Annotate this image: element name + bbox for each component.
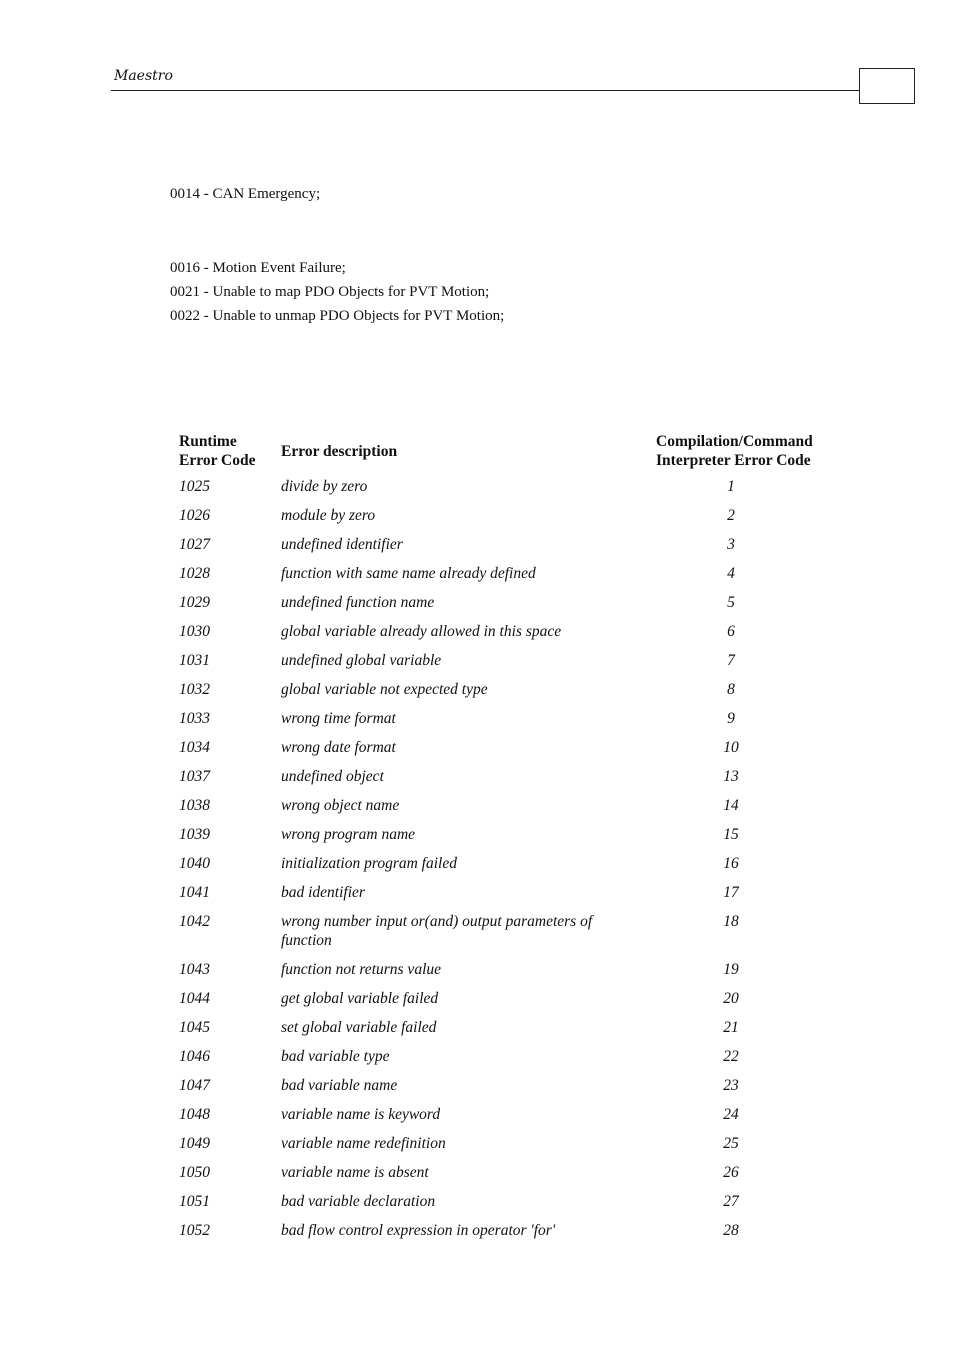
cell-description: wrong date format	[281, 739, 396, 756]
cell-description: bad variable declaration	[281, 1193, 436, 1210]
cell-runtime-code: 1039	[179, 826, 210, 843]
table-row	[179, 912, 859, 960]
cell-description: variable name redefinition	[281, 1135, 446, 1152]
cell-compilation-code: 15	[723, 826, 739, 843]
cell-compilation-code: 16	[723, 855, 739, 872]
cell-runtime-code: 1032	[179, 681, 210, 698]
cell-runtime-code: 1027	[179, 536, 210, 553]
cell-runtime-code: 1031	[179, 652, 210, 669]
table-body	[179, 477, 859, 1250]
cell-compilation-code: 17	[723, 884, 739, 901]
cell-runtime-code: 1042	[179, 913, 210, 930]
header-runtime-line1: Runtime	[179, 433, 237, 450]
cell-runtime-code: 1052	[179, 1222, 210, 1239]
cell-description: wrong object name	[281, 797, 400, 814]
cell-runtime-code: 1043	[179, 961, 210, 978]
table-row	[179, 989, 859, 1018]
table-row	[179, 651, 859, 680]
table-row	[179, 1018, 859, 1047]
cell-runtime-code: 1040	[179, 855, 210, 872]
cell-runtime-code: 1030	[179, 623, 210, 640]
cell-description: bad variable name	[281, 1077, 398, 1094]
cell-compilation-code: 3	[727, 536, 735, 553]
cell-description: initialization program failed	[281, 855, 457, 872]
header-runtime-line2: Error Code	[179, 452, 256, 469]
cell-description: divide by zero	[281, 478, 368, 495]
cell-description: undefined identifier	[281, 536, 403, 553]
cell-description: global variable already allowed in this space	[281, 623, 562, 640]
table-row	[179, 1163, 859, 1192]
cell-runtime-code: 1034	[179, 739, 210, 756]
cell-runtime-code: 1051	[179, 1193, 210, 1210]
table-row	[179, 767, 859, 796]
table-row	[179, 1134, 859, 1163]
cell-runtime-code: 1038	[179, 797, 210, 814]
cell-compilation-code: 21	[723, 1019, 739, 1036]
error-code-table	[179, 430, 859, 1250]
cell-compilation-code: 5	[727, 594, 735, 611]
table-row	[179, 477, 859, 506]
header-rule	[111, 90, 859, 91]
table-row	[179, 506, 859, 535]
header-comp-line1: Compilation/Command	[656, 433, 813, 450]
cell-compilation-code: 20	[723, 990, 739, 1007]
cell-runtime-code: 1029	[179, 594, 210, 611]
cell-runtime-code: 1044	[179, 990, 210, 1007]
table-row	[179, 593, 859, 622]
cell-compilation-code: 14	[723, 797, 739, 814]
table-row	[179, 960, 859, 989]
table-row	[179, 825, 859, 854]
cell-description: function with same name already defined	[281, 565, 536, 582]
running-header-title: Maestro	[114, 68, 173, 84]
cell-runtime-code: 1050	[179, 1164, 210, 1181]
cell-description: set global variable failed	[281, 1019, 437, 1036]
cell-compilation-code: 7	[727, 652, 735, 669]
cell-compilation-code: 26	[723, 1164, 739, 1181]
cell-runtime-code: 1049	[179, 1135, 210, 1152]
cell-runtime-code: 1046	[179, 1048, 210, 1065]
cell-compilation-code: 25	[723, 1135, 739, 1152]
error-code-line: 0016 - Motion Event Failure;	[170, 260, 346, 276]
page-number-box	[859, 68, 915, 104]
table-row	[179, 796, 859, 825]
table-row	[179, 1192, 859, 1221]
table-header	[179, 430, 859, 472]
cell-runtime-code: 1033	[179, 710, 210, 727]
error-code-line: 0014 - CAN Emergency;	[170, 186, 321, 202]
cell-runtime-code: 1037	[179, 768, 210, 785]
cell-runtime-code: 1047	[179, 1077, 210, 1094]
error-code-line: 0021 - Unable to map PDO Objects for PVT Motion;	[170, 284, 490, 300]
header-compilation-error-code	[656, 432, 856, 470]
cell-compilation-code: 4	[727, 565, 735, 582]
cell-description: get global variable failed	[281, 990, 439, 1007]
table-row	[179, 854, 859, 883]
header-runtime-error-code	[179, 432, 281, 470]
table-row	[179, 883, 859, 912]
cell-compilation-code: 6	[727, 623, 735, 640]
table-row	[179, 1221, 859, 1250]
table-row	[179, 535, 859, 564]
header-comp-line2: Interpreter Error Code	[656, 452, 811, 469]
header-error-description: Error description	[281, 442, 398, 460]
cell-runtime-code: 1028	[179, 565, 210, 582]
cell-runtime-code: 1026	[179, 507, 210, 524]
table-row	[179, 1105, 859, 1134]
table-row	[179, 622, 859, 651]
cell-compilation-code: 1	[727, 478, 735, 495]
error-code-list-a	[170, 182, 320, 206]
cell-description: global variable not expected type	[281, 681, 488, 698]
cell-compilation-code: 13	[723, 768, 739, 785]
cell-description: undefined object	[281, 768, 384, 785]
table-row	[179, 1076, 859, 1105]
cell-compilation-code: 8	[727, 681, 735, 698]
table-row	[179, 738, 859, 767]
cell-description: bad flow control expression in operator 'for'	[281, 1222, 556, 1239]
cell-description: bad variable type	[281, 1048, 390, 1065]
table-row	[179, 1047, 859, 1076]
cell-compilation-code: 22	[723, 1048, 739, 1065]
cell-description: module by zero	[281, 507, 376, 524]
cell-description: wrong time format	[281, 710, 396, 727]
cell-description: variable name is keyword	[281, 1106, 441, 1123]
cell-compilation-code: 9	[727, 710, 735, 727]
cell-description: wrong program name	[281, 826, 416, 843]
cell-description: bad identifier	[281, 884, 365, 901]
cell-description: undefined global variable	[281, 652, 442, 669]
error-code-list-b	[170, 256, 504, 328]
cell-compilation-code: 23	[723, 1077, 739, 1094]
table-row	[179, 680, 859, 709]
cell-runtime-code: 1041	[179, 884, 210, 901]
cell-compilation-code: 27	[723, 1193, 739, 1210]
table-row	[179, 709, 859, 738]
error-code-line: 0022 - Unable to unmap PDO Objects for PVT Motion;	[170, 308, 505, 324]
cell-description: variable name is absent	[281, 1164, 429, 1181]
cell-compilation-code: 18	[723, 913, 739, 930]
cell-compilation-code: 28	[723, 1222, 739, 1239]
cell-compilation-code: 2	[727, 507, 735, 524]
cell-compilation-code: 24	[723, 1106, 739, 1123]
cell-runtime-code: 1025	[179, 478, 210, 495]
cell-runtime-code: 1045	[179, 1019, 210, 1036]
cell-runtime-code: 1048	[179, 1106, 210, 1123]
table-row	[179, 564, 859, 593]
cell-compilation-code: 10	[723, 739, 739, 756]
cell-compilation-code: 19	[723, 961, 739, 978]
cell-description: function not returns value	[281, 961, 442, 978]
cell-description: undefined function name	[281, 594, 435, 611]
cell-description: wrong number input or(and) output parameters of function	[281, 913, 593, 949]
